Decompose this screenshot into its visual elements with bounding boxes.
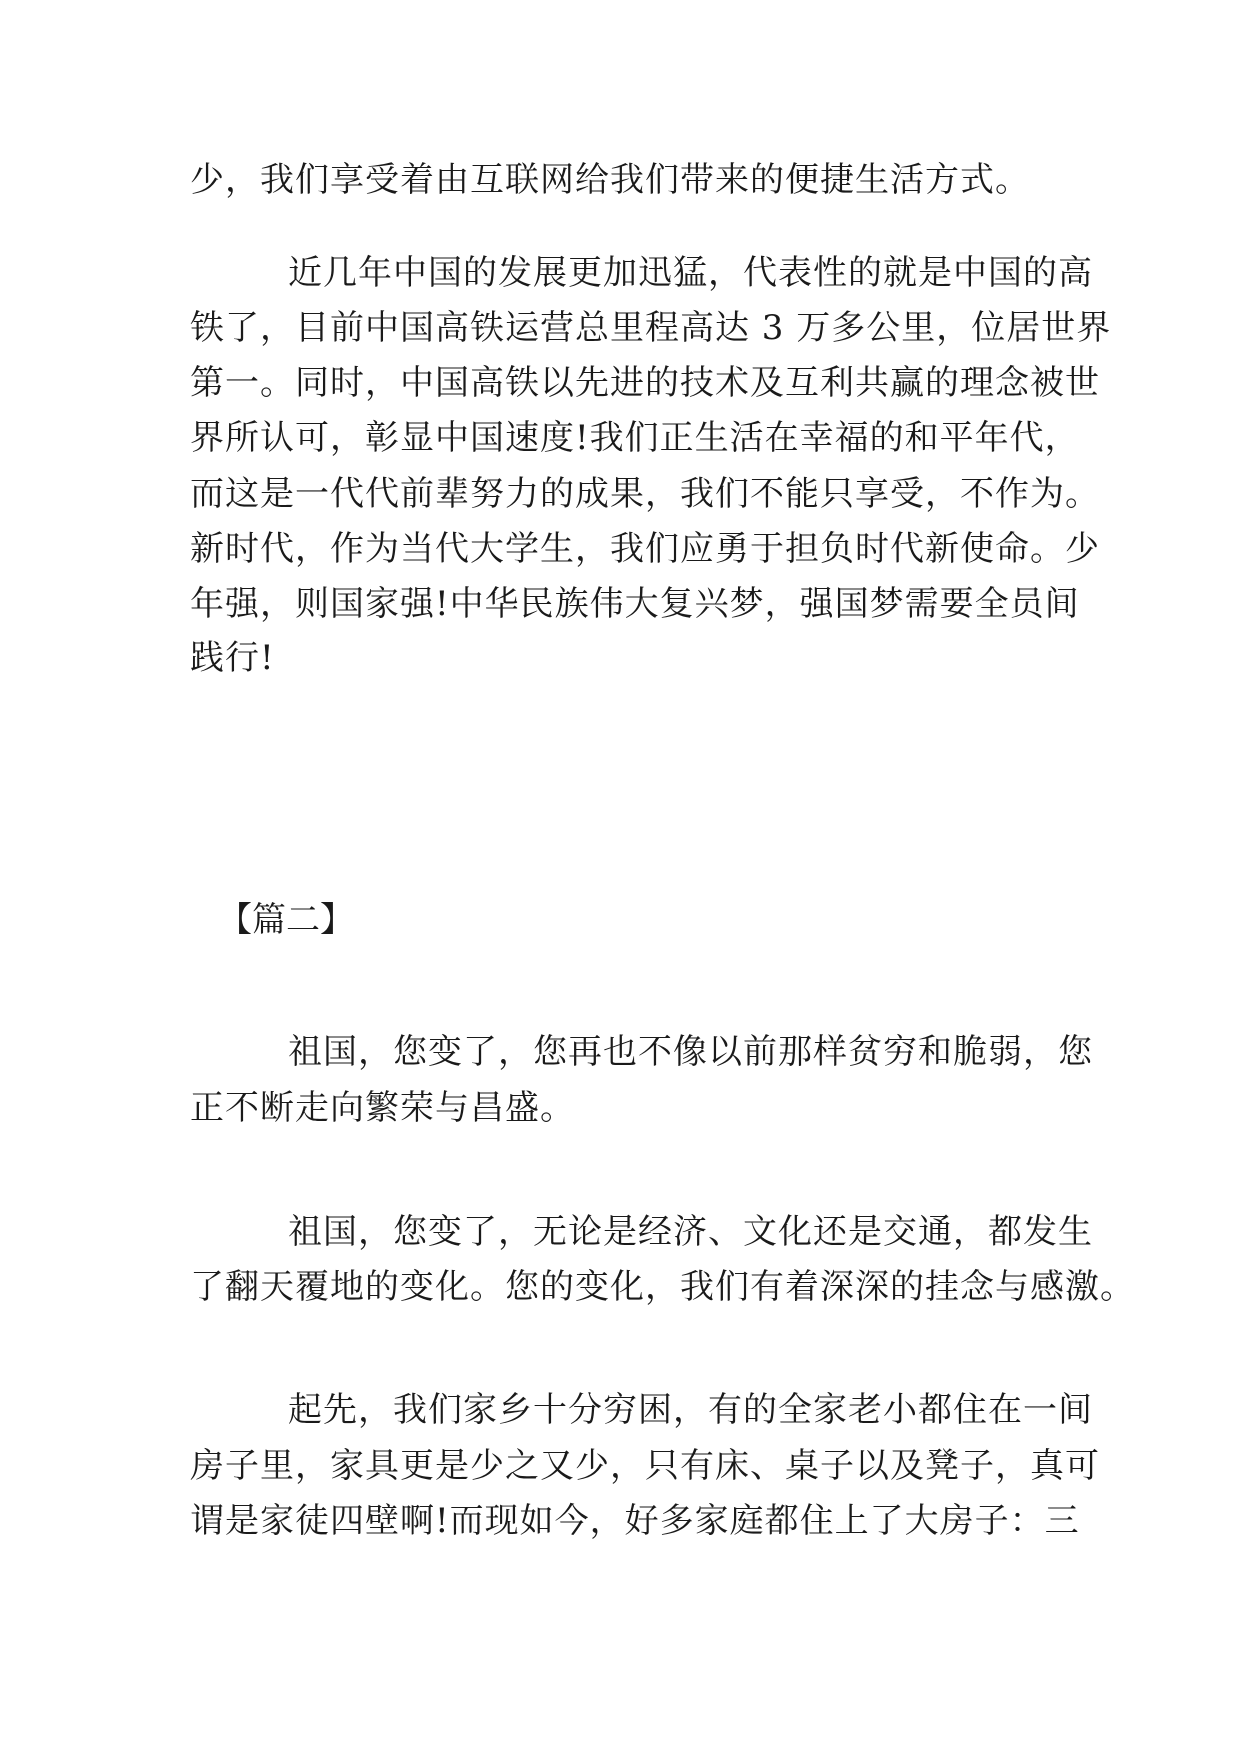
paragraph-line: 新时代，作为当代大学生，我们应勇于担负时代新使命。少 (190, 529, 1100, 569)
paragraph-line: 祖国，您变了，无论是经济、文化还是交通，都发生 (288, 1212, 1093, 1252)
paragraph-line: 而这是一代代前辈努力的成果，我们不能只享受，不作为。 (190, 474, 1100, 514)
paragraph-line: 年强，则国家强!中华民族伟大复兴梦，强国梦需要全员间 (190, 584, 1080, 624)
section-heading: 【篇二】 (218, 900, 354, 940)
paragraph-line: 少，我们享受着由互联网给我们带来的便捷生活方式。 (190, 160, 1030, 200)
paragraph-line: 起先，我们家乡十分穷困，有的全家老小都住在一间 (288, 1390, 1093, 1430)
paragraph-line: 践行! (190, 638, 275, 678)
paragraph-line: 铁了，目前中国高铁运营总里程高达 3 万多公里，位居世界 (190, 308, 1112, 348)
paragraph-line: 界所认可，彰显中国速度!我们正生活在幸福的和平年代， (190, 418, 1080, 458)
paragraph-line: 房子里，家具更是少之又少，只有床、桌子以及凳子，真可 (190, 1446, 1100, 1486)
paragraph-line: 近几年中国的发展更加迅猛，代表性的就是中国的高 (288, 253, 1093, 293)
paragraph-line: 第一。同时，中国高铁以先进的技术及互利共赢的理念被世 (190, 363, 1100, 403)
paragraph-line: 祖国，您变了，您再也不像以前那样贫穷和脆弱，您 (288, 1032, 1093, 1072)
paragraph-line: 正不断走向繁荣与昌盛。 (190, 1088, 575, 1128)
paragraph-line: 了翻天覆地的变化。您的变化，我们有着深深的挂念与感激。 (190, 1267, 1135, 1307)
paragraph-line: 谓是家徒四壁啊!而现如今，好多家庭都住上了大房子：三 (190, 1501, 1080, 1541)
